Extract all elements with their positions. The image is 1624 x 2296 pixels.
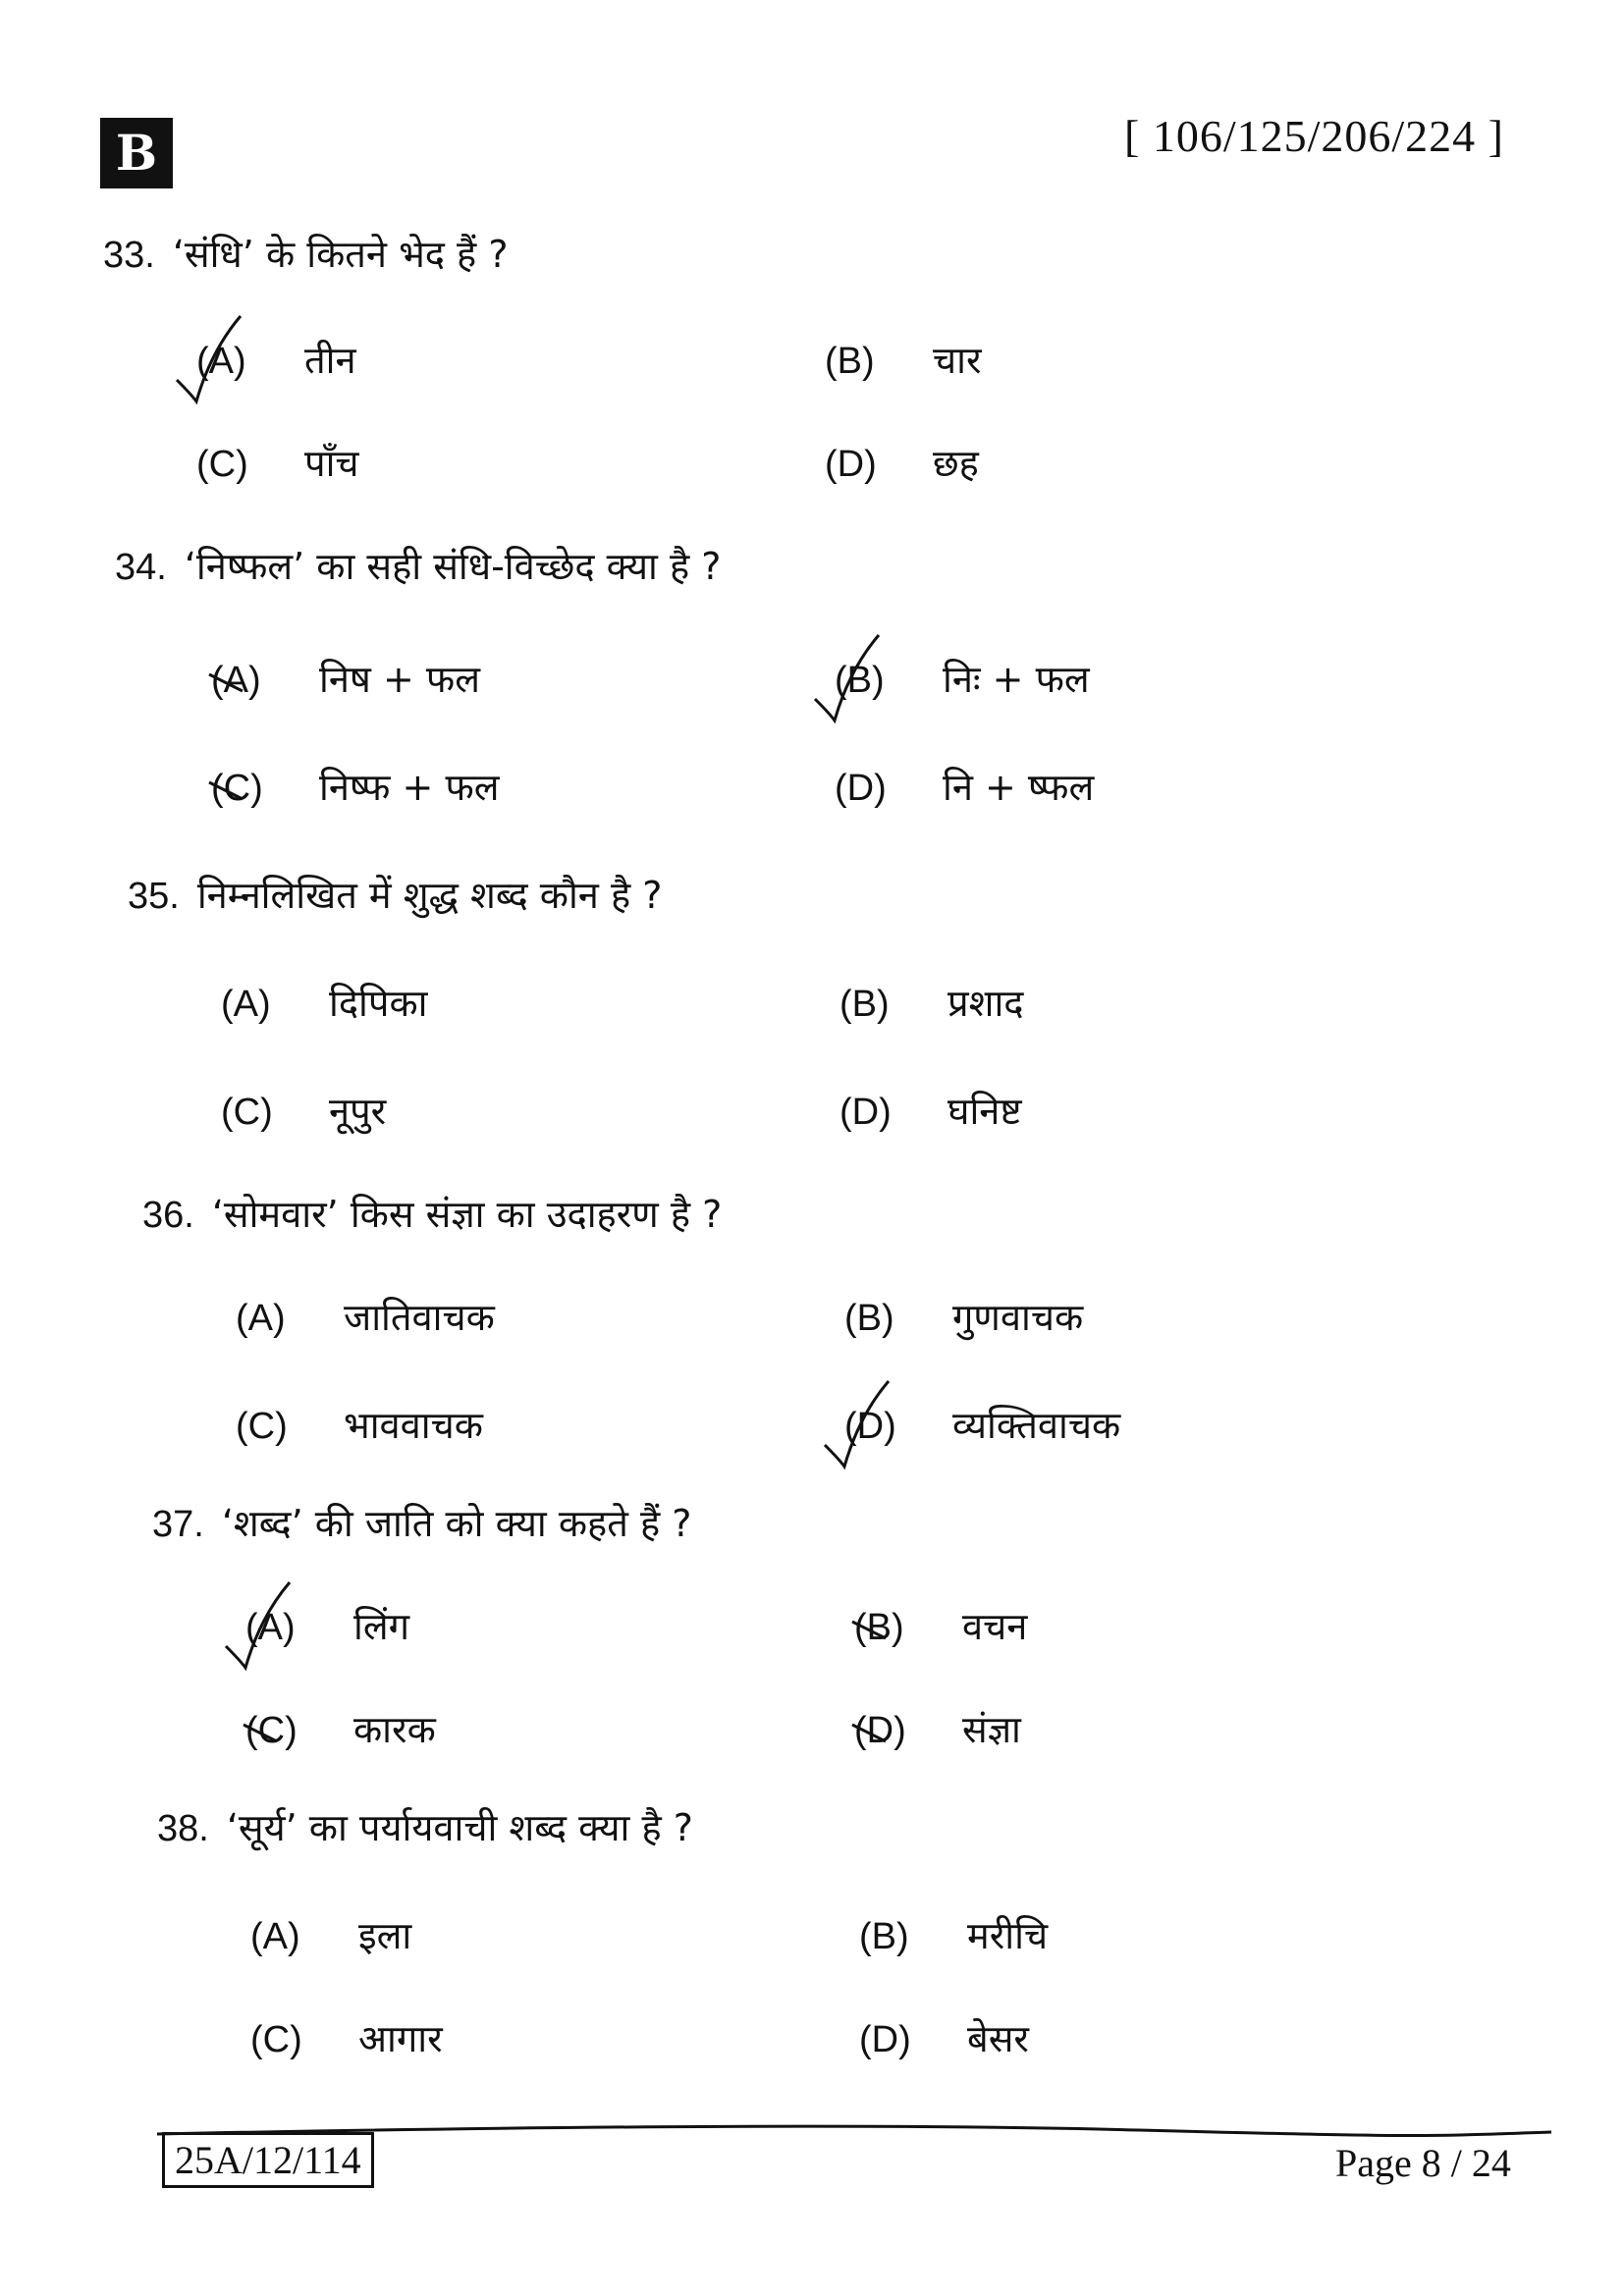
option-letter: (B): [825, 341, 875, 382]
option-text: नूपुर: [329, 1090, 387, 1133]
option-text: वचन: [962, 1605, 1028, 1648]
option-label: [221, 984, 329, 1026]
option-letter: (D): [835, 768, 887, 809]
option-letter: (A): [236, 1298, 286, 1339]
option-d[interactable]: [839, 1085, 1022, 1136]
option-d[interactable]: [844, 1399, 1120, 1450]
option-text: तीन: [304, 339, 356, 382]
option-label: [221, 1092, 329, 1134]
option-text: भाववाचक: [344, 1404, 483, 1447]
question-33: [103, 228, 508, 279]
question-text: ‘सूर्य’ का पर्यायवाची शब्द क्या है ?: [226, 1806, 693, 1849]
option-text: दिपिका: [329, 982, 428, 1025]
option-text: चार: [933, 339, 982, 382]
option-a[interactable]: [221, 977, 427, 1028]
option-label: [859, 2019, 967, 2061]
option-label: [839, 1092, 947, 1134]
option-letter: (C): [221, 1092, 273, 1133]
set-label: B: [100, 118, 173, 188]
question-38: [157, 1801, 693, 1852]
option-text: व्यक्तिवाचक: [952, 1404, 1121, 1447]
option-label: [245, 1710, 353, 1752]
option-letter: (D): [844, 1406, 896, 1447]
option-letter: (B): [854, 1607, 904, 1648]
paper-code: [ 106/125/206/224 ]: [1124, 111, 1504, 161]
option-c[interactable]: [221, 1085, 386, 1136]
option-letter: (C): [245, 1710, 298, 1751]
option-text: जातिवाचक: [344, 1296, 495, 1339]
option-b[interactable]: [825, 334, 982, 385]
option-a[interactable]: [211, 653, 480, 704]
question-text: निम्नलिखित में शुद्ध शब्द कौन है ?: [196, 874, 663, 917]
option-text: निष्फ + फल: [319, 766, 500, 809]
page-number: Page 8 / 24: [1335, 2141, 1511, 2185]
option-a[interactable]: [245, 1600, 409, 1651]
option-label: [825, 341, 933, 383]
option-label: [250, 1916, 358, 1958]
option-b[interactable]: [854, 1600, 1027, 1651]
option-label: [854, 1710, 962, 1752]
question-text: ‘निष्फल’ का सही संधि-विच्छेद क्या है ?: [184, 545, 722, 588]
option-letter: (A): [250, 1916, 300, 1957]
question-36: [142, 1188, 722, 1239]
option-d[interactable]: [825, 437, 979, 488]
option-letter: (B): [859, 1916, 909, 1957]
option-text: पाँच: [304, 442, 359, 485]
option-label: [245, 1607, 353, 1649]
option-text: घनिष्ट: [947, 1090, 1022, 1133]
option-label: [825, 444, 933, 486]
option-b[interactable]: [844, 1291, 1083, 1342]
option-b[interactable]: [839, 977, 1023, 1028]
option-text: छह: [933, 442, 979, 485]
option-label: [211, 768, 319, 810]
question-34: [115, 540, 721, 591]
option-label: [854, 1607, 962, 1649]
option-letter: (B): [835, 660, 885, 701]
option-text: संज्ञा: [962, 1708, 1021, 1751]
option-letter: (A): [211, 660, 261, 701]
option-d[interactable]: [859, 2012, 1029, 2063]
option-text: मरीचि: [967, 1914, 1049, 1957]
option-b[interactable]: [835, 653, 1090, 704]
option-text: निः + फल: [943, 658, 1090, 701]
option-a[interactable]: [236, 1291, 495, 1342]
option-letter: (C): [211, 768, 263, 809]
option-label: [250, 2019, 358, 2061]
question-35: [128, 869, 662, 920]
option-b[interactable]: [859, 1909, 1048, 1960]
question-text: ‘सोमवार’ किस संज्ञा का उदाहरण है ?: [211, 1193, 723, 1236]
option-text: लिंग: [353, 1605, 410, 1648]
option-c[interactable]: [211, 761, 500, 812]
option-text: गुणवाचक: [952, 1296, 1084, 1339]
option-c[interactable]: [236, 1399, 483, 1450]
question-number: 37.: [152, 1504, 204, 1545]
option-text: बेसर: [967, 2017, 1029, 2060]
option-d[interactable]: [835, 761, 1094, 812]
question-number: 38.: [157, 1808, 209, 1849]
option-text: कारक: [353, 1708, 436, 1751]
question-number: 33.: [103, 235, 155, 276]
option-letter: (C): [236, 1406, 288, 1447]
option-a[interactable]: [250, 1909, 411, 1960]
option-label: [839, 984, 947, 1026]
option-letter: (C): [196, 444, 248, 485]
option-text: इला: [358, 1914, 412, 1957]
option-text: नि + ष्फल: [943, 766, 1095, 809]
question-text: ‘संधि’ के कितने भेद हैं ?: [172, 233, 509, 276]
option-letter: (A): [221, 984, 271, 1025]
option-label: [196, 444, 304, 486]
option-c[interactable]: [250, 2012, 443, 2063]
option-label: [844, 1406, 952, 1448]
option-letter: (D): [825, 444, 877, 485]
option-letter: (A): [245, 1607, 296, 1648]
option-label: [196, 341, 304, 383]
question-number: 35.: [128, 876, 180, 917]
option-letter: (B): [839, 984, 890, 1025]
question-37: [152, 1497, 691, 1548]
option-label: [211, 660, 319, 702]
booklet-code: 25A/12/114: [162, 2132, 374, 2188]
option-letter: (C): [250, 2019, 302, 2060]
option-letter: (D): [859, 2019, 911, 2060]
option-letter: (D): [854, 1710, 906, 1751]
option-text: निष + फल: [319, 658, 480, 701]
option-c[interactable]: [196, 437, 359, 488]
question-text: ‘शब्द’ की जाति को क्या कहते हैं ?: [221, 1502, 692, 1545]
option-label: [835, 768, 943, 810]
option-label: [859, 1916, 967, 1958]
question-number: 36.: [142, 1195, 194, 1236]
question-number: 34.: [115, 547, 167, 588]
option-letter: (B): [844, 1298, 894, 1339]
option-label: [236, 1298, 344, 1340]
option-letter: (A): [196, 341, 246, 382]
option-a[interactable]: [196, 334, 356, 385]
option-text: आगार: [358, 2017, 443, 2060]
option-label: [236, 1406, 344, 1448]
option-label: [835, 660, 943, 702]
option-d[interactable]: [854, 1703, 1021, 1754]
option-c[interactable]: [245, 1703, 436, 1754]
option-letter: (D): [839, 1092, 892, 1133]
option-label: [844, 1298, 952, 1340]
option-text: प्रशाद: [947, 982, 1024, 1025]
